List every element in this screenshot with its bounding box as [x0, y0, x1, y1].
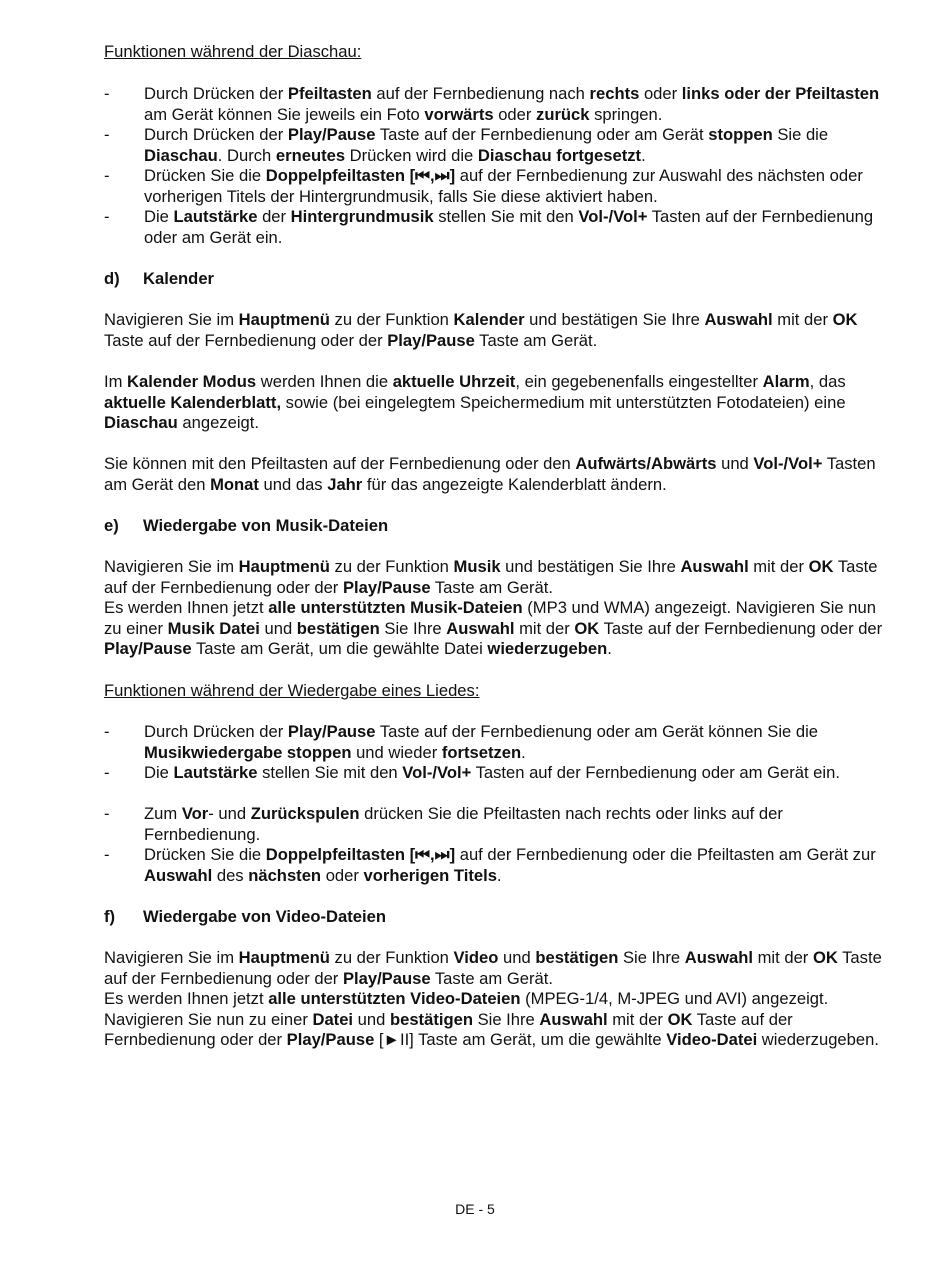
- bold-text: Play/Pause: [387, 330, 475, 350]
- bold-text: wiederzugeben: [487, 639, 608, 658]
- section-title: Wiedergabe von Musik-Dateien: [143, 516, 389, 535]
- bold-text: Vol-/Vol+: [402, 763, 472, 782]
- bold-text: OK: [832, 310, 858, 329]
- list-item: - Die Lautstärke stellen Sie mit den Vol-/Vol+ Tasten auf der Fernbedienung oder am Gerät ein.: [104, 763, 894, 784]
- list-item-text: Drücken Sie die Doppelpfeiltasten [⏮,⏭] auf der Fernbedienung oder die Pfeiltasten am Gerät zur Auswahl des nächsten oder vorherigen Titels.: [144, 845, 876, 885]
- bold-text: OK: [574, 618, 600, 638]
- paragraph: Im Kalender Modus werden Ihnen die aktuelle Uhrzeit, ein gegebenenfalls eingestellter Alarm, das aktuelle Kalenderblatt, sowie (bei eingelegtem Speichermedium mit unterstützten Fotodateien) eine Diaschau angezeigt.: [104, 372, 846, 432]
- bold-text: Lautstärke: [173, 763, 258, 782]
- bold-text: Play/Pause: [104, 639, 192, 658]
- list-item: - Durch Drücken der Play/Pause Taste auf der Fernbedienung oder am Gerät stoppen Sie die Diaschau. Durch erneutes Drücken wird die Diaschau fortgesetzt.: [104, 125, 894, 166]
- list-item-text: Durch Drücken der Pfeiltasten auf der Fernbedienung nach rechts oder links oder der Pfeiltasten am Gerät können Sie jeweils ein Foto vorwärts oder zurück springen.: [144, 84, 880, 124]
- bold-text: alle unterstützten Video-Dateien: [268, 989, 521, 1008]
- bold-text: Diaschau fortgesetzt: [477, 145, 642, 165]
- bold-text: Vor: [181, 804, 209, 823]
- list-item-text: Die Lautstärke stellen Sie mit den Vol-/Vol+ Tasten auf der Fernbedienung oder am Gerät ein.: [144, 763, 840, 782]
- bold-text: fortsetzen: [441, 742, 522, 762]
- bold-text: stoppen: [708, 125, 773, 144]
- paragraph: Es werden Ihnen jetzt alle unterstützten Video-Dateien (MPEG-1/4, M-JPEG und AVI) angezeigt. Navigieren Sie nun zu einer Datei und bestätigen Sie Ihre Auswahl mit der OK Taste auf der Fernbedienung oder der Play/Pause [►II] Taste am Gerät, um die gewählte Video-Datei wiederzugeben.: [104, 989, 879, 1049]
- bold-text: Play/Pause: [287, 722, 376, 741]
- bold-text: Jahr: [327, 474, 363, 494]
- paragraph: Navigieren Sie im Hauptmenü zu der Funktion Kalender und bestätigen Sie Ihre Auswahl mit der OK Taste auf der Fernbedienung oder der Play/Pause Taste am Gerät.: [104, 310, 858, 350]
- bold-text: Diaschau: [144, 145, 218, 165]
- bold-text: Zurückspulen: [250, 804, 360, 823]
- bold-text: Auswahl: [704, 310, 773, 329]
- bold-text: Musikwiedergabe stoppen: [144, 742, 352, 762]
- bold-text: Musik Datei: [167, 618, 260, 638]
- paragraph: Sie können mit den Pfeiltasten auf der Fernbedienung oder den Aufwärts/Abwärts und Vol-/Vol+ Tasten am Gerät den Monat und das Jahr für das angezeigte Kalenderblatt ändern.: [104, 454, 876, 494]
- list-item-text: Die Lautstärke der Hintergrundmusik stellen Sie mit den Vol-/Vol+ Tasten auf der Fernbedienung oder am Gerät ein.: [144, 207, 874, 247]
- list-item-text: Drücken Sie die Doppelpfeiltasten [⏮,⏭] auf der Fernbedienung zur Auswahl des nächsten oder vorherigen Titels der Hintergrundmusik, falls Sie diese aktiviert haben.: [144, 166, 863, 206]
- bold-text: Kalender Modus: [127, 372, 257, 391]
- bold-text: Datei: [312, 1009, 354, 1029]
- bold-text: vorherigen Titels: [363, 865, 497, 885]
- diashow-functions-heading: Funktionen während der Diaschau:: [104, 42, 362, 61]
- bold-text: Auswahl: [144, 865, 213, 885]
- bold-text: vorwärts: [424, 104, 494, 124]
- bold-text: Play/Pause: [342, 968, 431, 988]
- list-item: - Die Lautstärke der Hintergrundmusik stellen Sie mit den Vol-/Vol+ Tasten auf der Fernbedienung oder am Gerät ein.: [104, 207, 894, 248]
- bold-text: Kalender: [453, 310, 525, 329]
- bold-text: Alarm: [762, 372, 810, 391]
- bold-text: Diaschau: [104, 413, 178, 432]
- paragraph: Navigieren Sie im Hauptmenü zu der Funktion Musik und bestätigen Sie Ihre Auswahl mit der OK Taste auf der Fernbedienung oder der Play/Pause Taste am Gerät.: [104, 557, 878, 597]
- bold-text: Hauptmenü: [238, 948, 330, 967]
- bold-text: Auswahl: [539, 1009, 608, 1029]
- section-number: f): [104, 907, 116, 926]
- list-item: - Zum Vor- und Zurückspulen drücken Sie die Pfeiltasten nach rechts oder links auf der Fernbedienung.: [104, 804, 894, 845]
- list-item-text: Durch Drücken der Play/Pause Taste auf der Fernbedienung oder am Gerät können Sie die Musikwiedergabe stoppen und wieder fortsetzen.: [144, 722, 818, 762]
- bold-text: Doppelpfeiltasten [⏮,⏭]: [265, 845, 456, 864]
- bold-text: Hauptmenü: [238, 310, 330, 329]
- bold-text: OK: [812, 948, 838, 967]
- bold-text: Play/Pause: [287, 125, 376, 144]
- bold-text: Musik: [453, 557, 501, 576]
- bold-text: Auswahl: [446, 618, 515, 638]
- bold-text: aktuelle Kalenderblatt,: [104, 392, 282, 412]
- bold-text: Video-Datei: [666, 1030, 758, 1049]
- bold-text: alle unterstützten Musik-Dateien: [268, 598, 523, 617]
- bold-text: Play/Pause: [286, 1030, 375, 1049]
- list-item-text: Durch Drücken der Play/Pause Taste auf der Fernbedienung oder am Gerät stoppen Sie die Diaschau. Durch erneutes Drücken wird die Diaschau fortgesetzt.: [144, 125, 829, 165]
- bold-text: Vol-/Vol+: [753, 454, 823, 473]
- section-title: Wiedergabe von Video-Dateien: [143, 907, 386, 926]
- section-title: Kalender: [143, 269, 215, 288]
- paragraph: Es werden Ihnen jetzt alle unterstützten Musik-Dateien (MP3 und WMA) angezeigt. Navigieren Sie nun zu einer Musik Datei und bestätigen Sie Ihre Auswahl mit der OK Taste auf der Fernbedienung oder der Play/Pause Taste am Gerät, um die gewählte Datei wiederzugeben.: [104, 598, 883, 658]
- bold-text: nächsten: [248, 865, 322, 885]
- bold-text: erneutes: [275, 145, 346, 165]
- section-heading-kalender: [104, 269, 214, 290]
- bold-text: Play/Pause: [342, 577, 431, 597]
- bold-text: rechts: [589, 84, 640, 103]
- bold-text: Video: [453, 948, 499, 967]
- list-item: - Durch Drücken der Play/Pause Taste auf der Fernbedienung oder am Gerät können Sie die Musikwiedergabe stoppen und wieder fortsetzen.: [104, 722, 894, 763]
- bold-text: bestätigen: [535, 948, 619, 967]
- section-number: d): [104, 269, 120, 288]
- list-item: - Durch Drücken der Pfeiltasten auf der Fernbedienung nach rechts oder links oder der Pfeiltasten am Gerät können Sie jeweils ein Foto vorwärts oder zurück springen.: [104, 84, 894, 125]
- bold-text: Auswahl: [684, 948, 753, 967]
- bold-text: Lautstärke: [173, 207, 258, 226]
- bold-text: OK: [808, 557, 834, 576]
- paragraph: Navigieren Sie im Hauptmenü zu der Funktion Video und bestätigen Sie Ihre Auswahl mit der OK Taste auf der Fernbedienung oder der Play/Pause Taste am Gerät.: [104, 948, 882, 988]
- bold-text: zurück: [536, 104, 590, 124]
- list-item-text: Zum Vor- und Zurückspulen drücken Sie die Pfeiltasten nach rechts oder links auf der Fernbedienung.: [144, 804, 783, 844]
- section-number: e): [104, 516, 119, 535]
- bold-text: Auswahl: [680, 557, 749, 576]
- bold-text: Doppelpfeiltasten [⏮,⏭]: [265, 166, 456, 185]
- bold-text: Hauptmenü: [238, 557, 330, 576]
- list-item: - Drücken Sie die Doppelpfeiltasten [⏮,⏭] auf der Fernbedienung zur Auswahl des nächsten oder vorherigen Titels der Hintergrundmusik, falls Sie diese aktiviert haben.: [104, 166, 894, 207]
- bold-text: Aufwärts/Abwärts: [575, 454, 717, 473]
- bold-text: bestätigen: [296, 618, 380, 638]
- bold-text: Hintergrundmusik: [290, 207, 434, 226]
- list-item: - Drücken Sie die Doppelpfeiltasten [⏮,⏭] auf der Fernbedienung oder die Pfeiltasten am Gerät zur Auswahl des nächsten oder vorherigen Titels.: [104, 845, 894, 886]
- section-heading-video: [104, 907, 386, 928]
- bold-text: bestätigen: [389, 1009, 473, 1029]
- bold-text: Pfeiltasten: [287, 84, 372, 103]
- bold-text: Monat: [210, 474, 259, 494]
- section-heading-musik: [104, 516, 388, 537]
- bold-text: links oder der Pfeiltasten: [681, 84, 880, 103]
- song-functions-heading: Funktionen während der Wiedergabe eines Liedes:: [104, 681, 480, 700]
- bold-text: Vol-/Vol+: [578, 207, 648, 226]
- bold-text: aktuelle Uhrzeit: [392, 372, 516, 391]
- page-number: DE - 5: [455, 1201, 495, 1217]
- bold-text: OK: [667, 1009, 693, 1029]
